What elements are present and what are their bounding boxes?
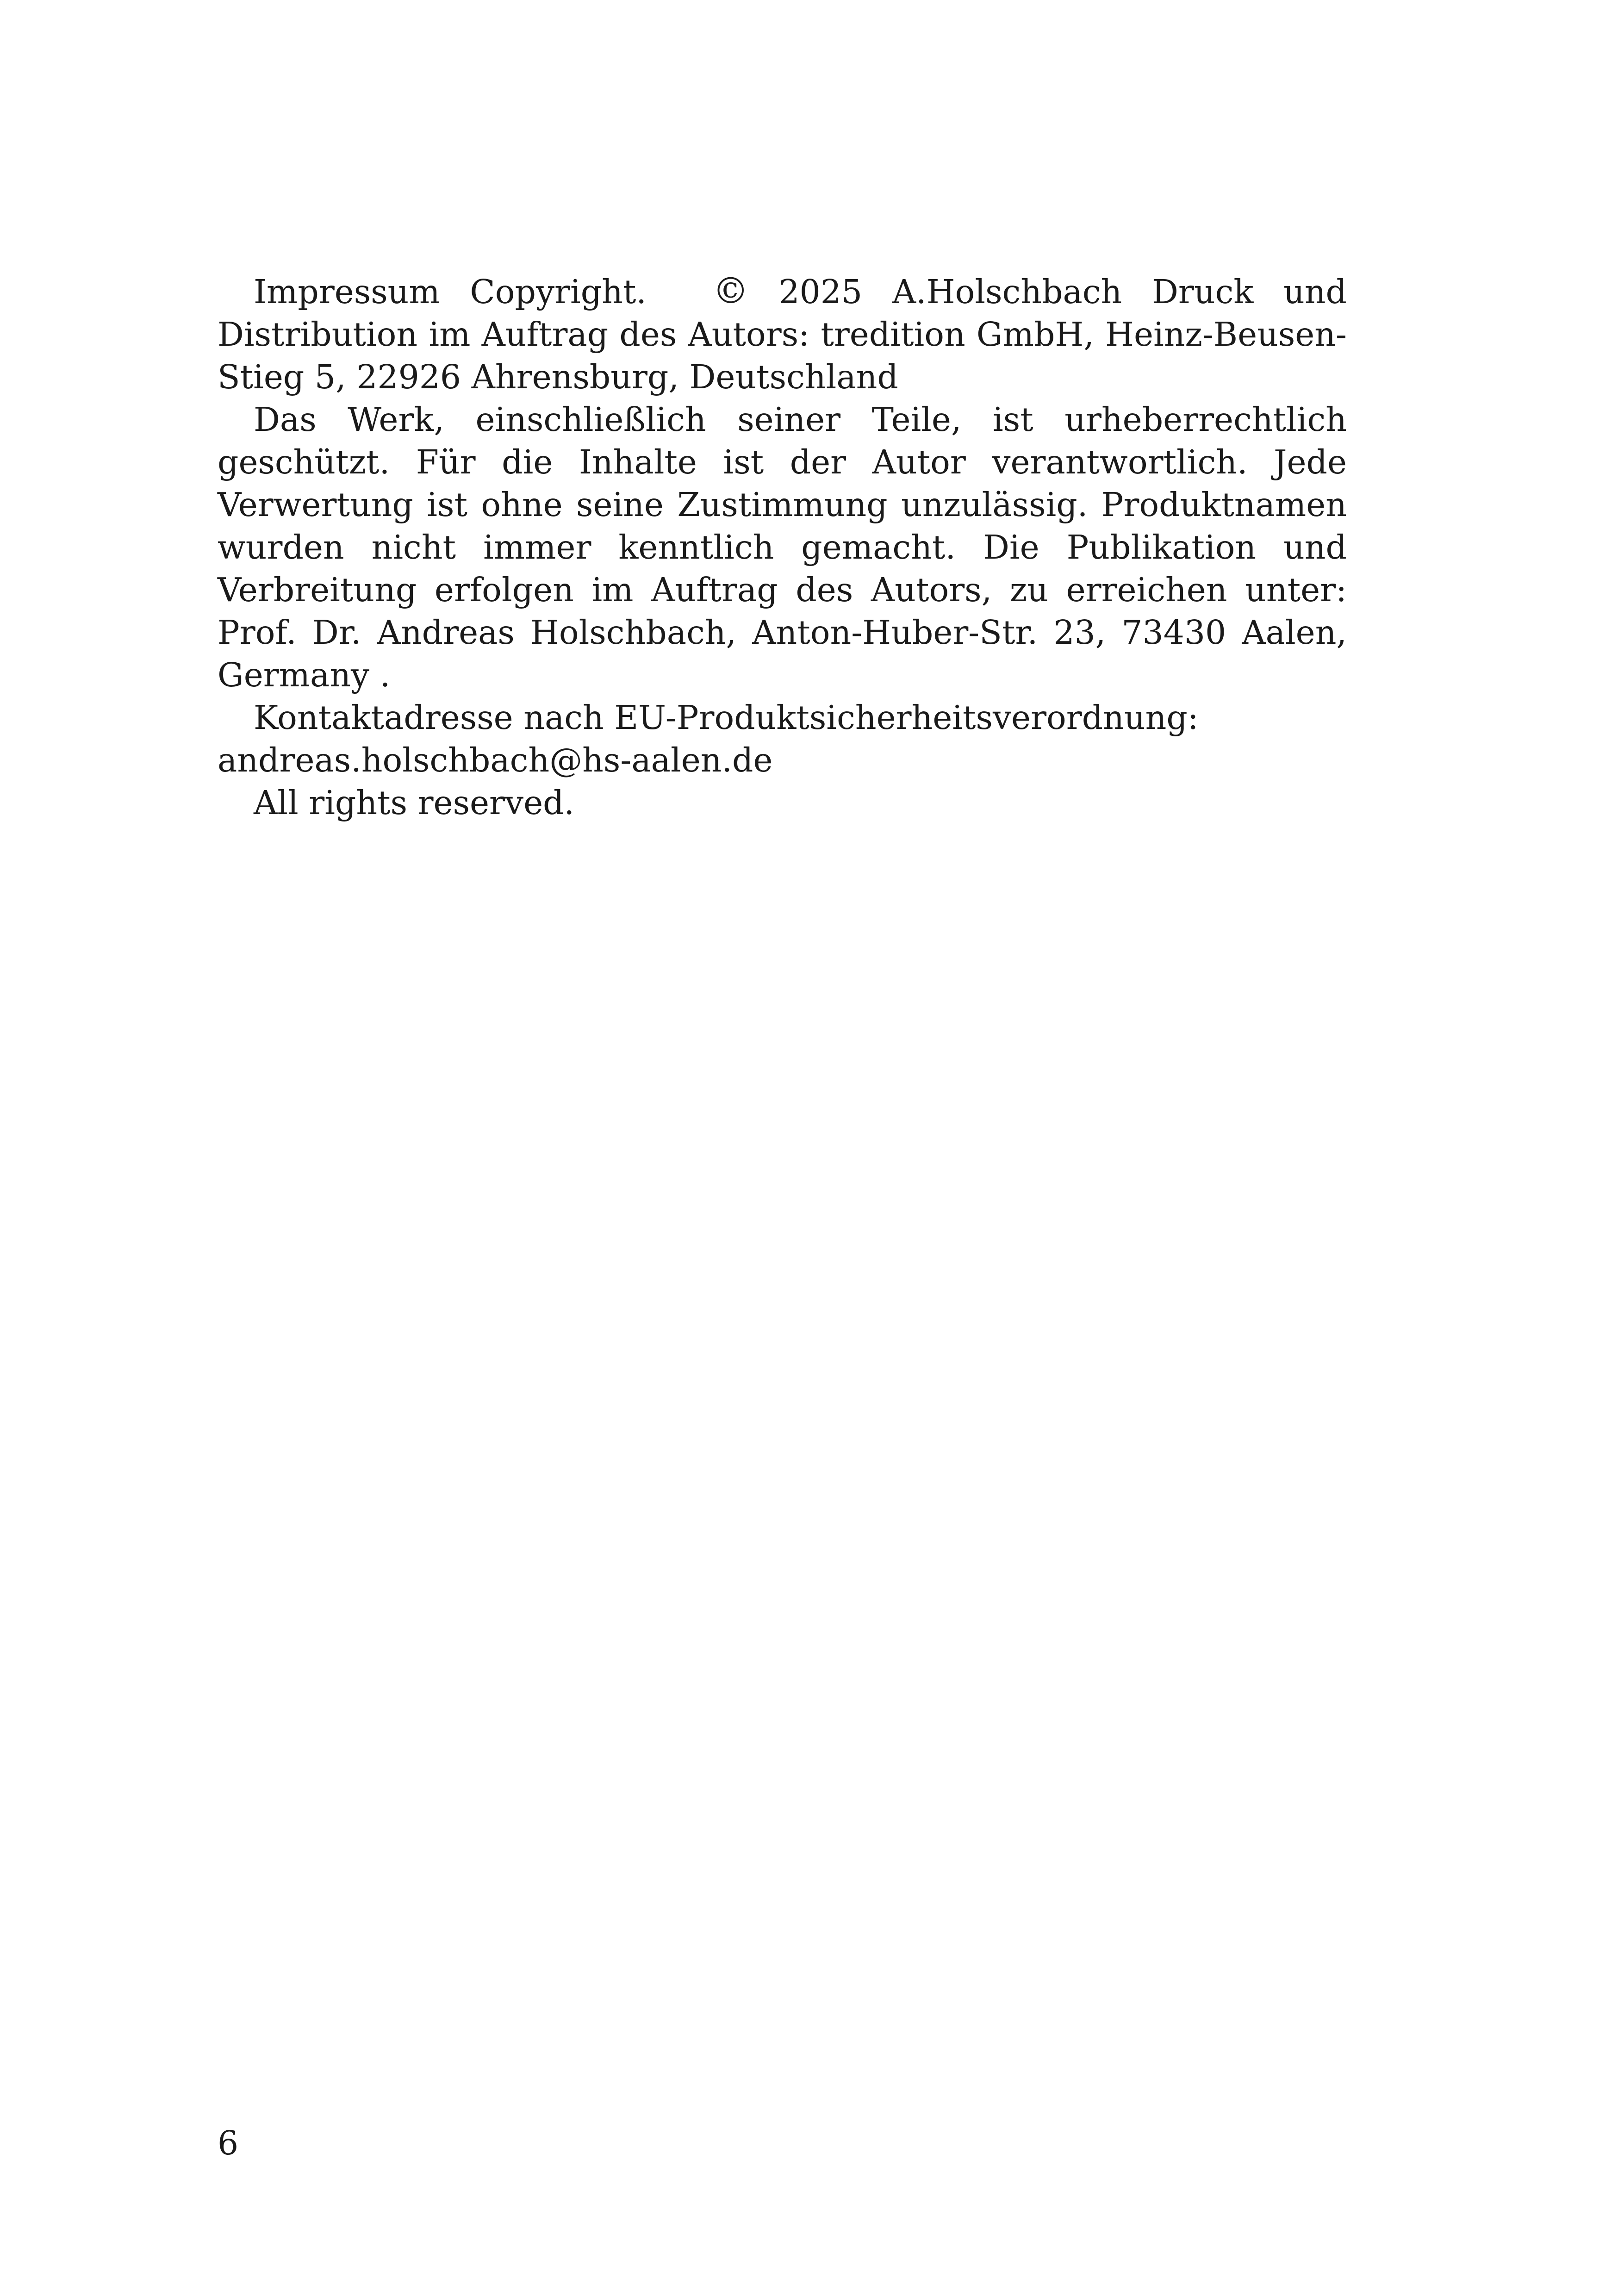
reserved-paragraph: All rights reserved. xyxy=(254,784,575,822)
page-number: 6 xyxy=(218,2124,239,2162)
impressum-publisher: 2025 A.Holschbach Druck und Distribution im Auftrag des Autors: tredition GmbH, Heinz-Beusen-Stieg 5, 22926 Ahrensburg, Deutschland xyxy=(218,273,1347,396)
impressum-paragraph xyxy=(218,271,1347,398)
copyright-icon: © xyxy=(712,270,749,312)
contact-paragraph: Kontaktadresse nach EU-Produktsicherheitsverordnung: andreas.holschbach@hs-aalen.de xyxy=(218,698,1199,779)
rights-notice-paragraph: Das Werk, einschließlich seiner Teile, ist urheberrechtlich geschützt. Für die Inhalte ist der Autor verantwortlich. Jede Verwertung ist ohne seine Zustimmung unzulässig. Produktnamen wurden nicht immer kenntlich gemacht. Die Publikation und Verbreitung erfolgen im Auftrag des Autors, zu erreichen unter: Prof. Dr. Andreas Holschbach, Anton-Huber-Str. 23, 73430 Aalen, Germany . xyxy=(218,400,1347,694)
impressum-text-block xyxy=(218,271,1347,824)
impressum-prefix: Impressum Copyright. xyxy=(254,273,647,311)
